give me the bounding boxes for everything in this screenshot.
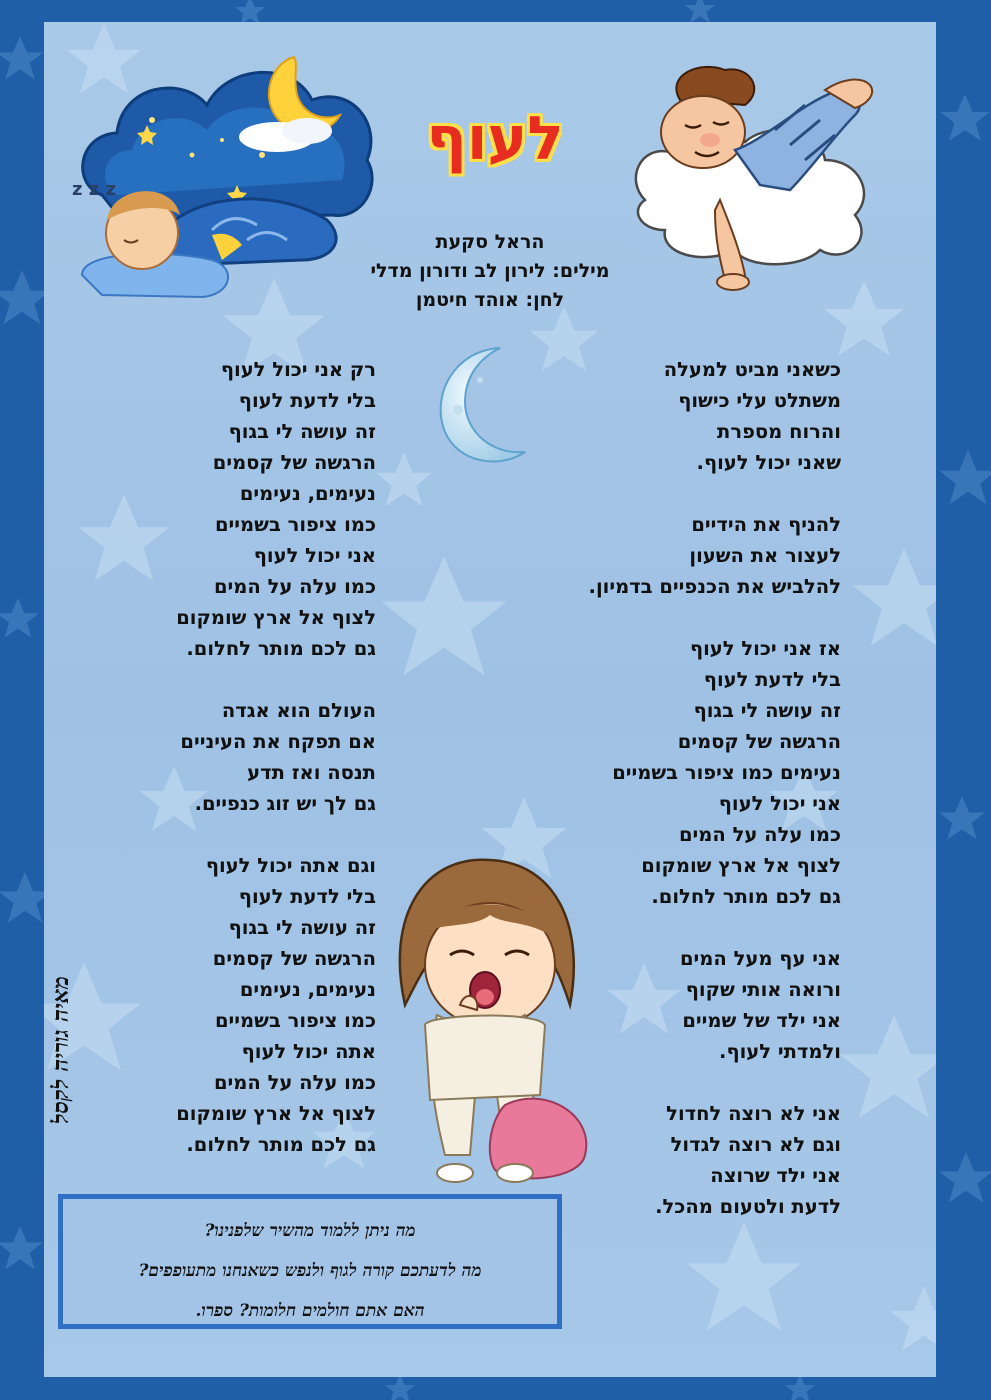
lyric-line: וגם לא רוצה לגדול [670,1133,841,1156]
lyric-line: אני ילד של שמיים [682,1009,841,1032]
lyric-line: נעימים, נעימים [239,482,376,505]
lyric-line: גם לכם מותר לחלום. [186,637,376,660]
lyrics-credit: מילים: לירון לב ודורון מדלי [370,260,610,282]
lyric-line: ולמדתי לעוף. [719,1040,841,1063]
lyric-line: העולם הוא אגדה [221,699,376,722]
lyric-line: משתלט עלי כישוף [678,389,841,412]
lyric-line: אתה יכול לעוף [241,1040,376,1063]
stanza-break [501,912,841,943]
lyric-line: כשאני מביט למעלה [663,358,841,381]
lyrics-column-left [126,354,376,1160]
discussion-question: מה לדעתכם קורה לגוף ולנפש כשאנחנו מתעופפים? [138,1261,482,1281]
lyric-line: כמו עלה על המים [213,1071,376,1094]
lyric-line: נעימים כמו ציפור בשמיים [612,761,841,784]
music-credit: לחן: אוהד חיטמן [415,289,565,311]
lyric-line: אז אני יכול לעוף [689,637,841,660]
lyric-line: לצוף אל ארץ שומקום [176,1102,376,1125]
lyric-line: אם תפקח את העיניים [180,730,376,753]
stanza-break [501,478,841,509]
lyric-line: וגם אתה יכול לעוף [205,854,376,877]
man-sleeping-on-cloud-illustration [625,60,890,295]
lyric-line: נעימים, נעימים [239,978,376,1001]
stanza-break [126,819,376,850]
discussion-questions-box [58,1194,562,1329]
discussion-question: מה ניתן ללמוד מהשיר שלפנינו? [204,1221,416,1241]
lyric-line: זה עושה לי בגוף [228,916,376,939]
lyric-line: ורואה אותי שקוף [685,978,841,1001]
lyric-line: גם לכם מותר לחלום. [651,885,841,908]
lyric-line: להלביש את הכנפיים בדמיון. [588,575,841,598]
lyric-line: אני יכול לעוף [253,544,376,567]
lyric-line: להניף את הידיים [691,513,841,536]
stanza-break [501,1067,841,1098]
lyric-line: כמו ציפור בשמיים [214,1009,376,1032]
lyrics-column-right [501,354,841,1222]
lyric-line: זה עושה לי בגוף [693,699,841,722]
lyric-line: בלי לדעת לעוף [703,668,841,691]
lyric-line: לצוף אל ארץ שומקום [176,606,376,629]
sleeping-boy-cloud-illustration [62,45,382,305]
lyric-line: אני עף מעל המים [679,947,841,970]
stanza-break [501,602,841,633]
lyric-line: רק אני יכול לעוף [220,358,376,381]
lyric-line: אני ילד שרוצה [710,1164,841,1187]
lyric-line: בלי לדעת לעוף [238,885,376,908]
lyric-line: כמו עלה על המים [678,823,841,846]
lyric-line: הרגשה של קסמים [212,451,376,474]
lyric-line: גם לך יש זוג כנפיים. [194,792,376,815]
lyric-line: גם לכם מותר לחלום. [186,1133,376,1156]
lyric-line: הרגשה של קסמים [677,730,841,753]
lyric-line: זה עושה לי בגוף [228,420,376,443]
lyric-line: לעצור את השעון [689,544,841,567]
lyric-line: כמו עלה על המים [213,575,376,598]
performer-credit: הראל סקעת [435,231,545,253]
lyric-line: אני יכול לעוף [718,792,841,815]
author-signature: מאיה גוריה לקסל [48,976,74,1124]
stanza-break [126,664,376,695]
lyric-line: תנסה ואז תדע [247,761,376,784]
lyric-line: לדעת ולטעום מהכל. [655,1195,841,1218]
lyric-line: הרגשה של קסמים [212,947,376,970]
song-credits [340,228,640,315]
lyric-line: לצוף אל ארץ שומקום [641,854,841,877]
song-title: לעוף [426,104,564,174]
lyric-line: שאני יכול לעוף. [696,451,841,474]
svg-text:z z z: z z z [72,179,116,200]
lyric-line: והרוח מספרת [717,420,841,443]
lyric-line: בלי לדעת לעוף [238,389,376,412]
lyric-line: כמו ציפור בשמיים [214,513,376,536]
lyric-line: אני לא רוצה לחדול [666,1102,841,1125]
discussion-question: האם אתם חולמים חלומות? ספרו. [195,1301,425,1321]
